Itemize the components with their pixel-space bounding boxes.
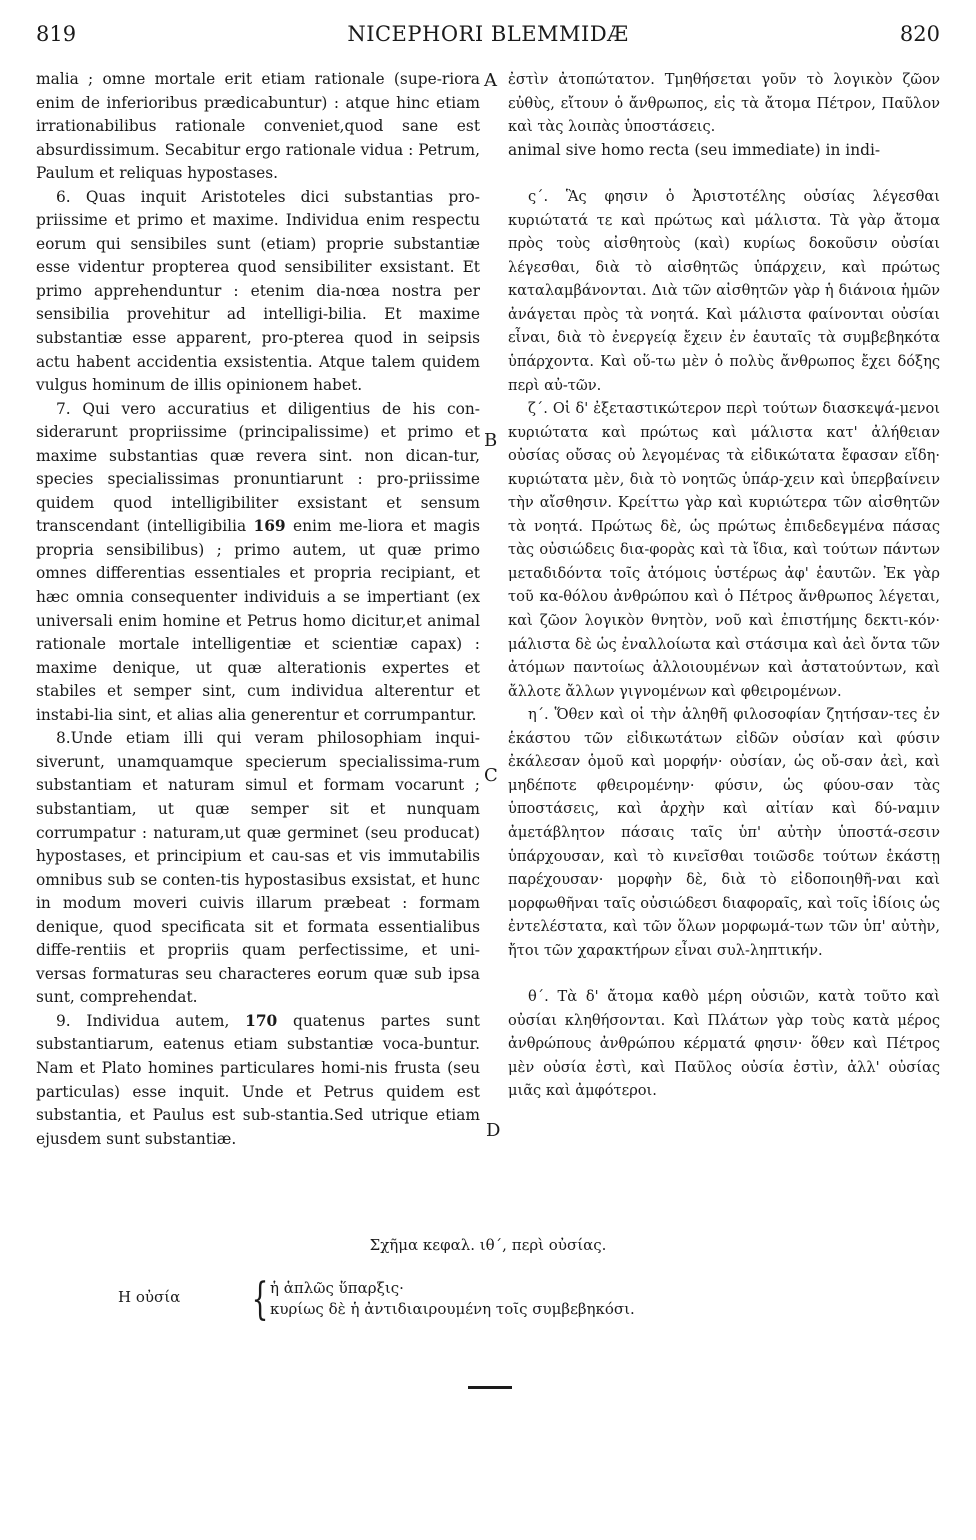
greek-paragraph: η΄. Ὅθεν καὶ οἱ τὴν ἀληθῆ φιλοσοφίαν ζητήσαν-τες ἐν ἑκάστου τῶν εἰδικωτάτων εἰδῶν οὐσίαν καὶ φύσιν ἐκάλεσαν ὁμοῦ καὶ μορφήν· οὐσίαν, ὡς οὔ-σαν ἀεὶ, καὶ μηδέποτε φθειρομένην· φύσιν, ὡς φύου-σαν τὰς ὑποστάσεις, καὶ ἀρχὴν καὶ αἰτίαν καὶ δύ-ναμιν ἀμετάβλητον πάσαις ταῖς ὑπ' αὐτὴν ὑποστά-σεσιν ὑπάρχουσαν, καὶ τὸ κινεῖσθαι τοιῶσδε τούτων ἑκάστῃ παρέχουσαν· μορφὴν δὲ, διὰ τὸ εἰδοποιηθῆ-ναι καὶ μορφωθῆναι ταῖς οὐσιώδεσι διαφοραῖς, καὶ τοῖς ἰδίοις ὡς ἐντελέστατα, καὶ τῶν ὅλων μορφωμά-των τῶν ὑπ' αὐτὴν, ἤτοι τῶν χαρακτήρων εἶναι συλ-ληπτικήν. — [508, 706, 940, 959]
greek-paragraph: θ΄. Τὰ δ' ἄτομα καθὸ μέρη οὐσιῶν, κατὰ τοῦτο καὶ οὐσίαι κληθήσονται. Καὶ Πλάτων γὰρ τοὺς κατὰ μέρος ἀνθρώπους ἀνθρώπου κέρματά φησιν· ὅθεν καὶ Πέτρος μὲν οὐσία ἐστὶ, καὶ Παῦλος οὐσία ἐστὶν, ἀλλ' οὐσίας μιᾶς καὶ ἀμφότεροι. — [508, 988, 940, 1100]
running-title: NICEPHORI BLEMMIDÆ — [347, 22, 629, 46]
page-number-right: 820 — [899, 22, 940, 46]
latin-text: quatenus partes sunt substantiarum, eatenus etiam substantiæ voca-buntur. Nam et Plato homines particulares homi-nis frusta (seu particulas) esse inquit. Unde et Petrus quidem est substantia, et Paulus est sub-stantia.Sed utrique etiam ejusdem sunt substantiæ. — [36, 1011, 480, 1148]
page-header — [36, 22, 940, 52]
brace-glyph: { — [251, 1274, 269, 1325]
schema-title: Σχῆμα κεφαλ. ιθ΄, περὶ οὐσίας. — [369, 1236, 607, 1254]
margin-letter-b: B — [484, 430, 498, 451]
margin-letter-a: A — [484, 70, 497, 91]
latin-text: 7. Qui vero accuratius et diligentius de his con-siderarunt propriissime (principalissime) et primo et maxime substantias quæ revera sint. non dican-tur, species specialissimas pronuntiarunt : pro-priissime quidem quod intelligibiliter exsistant et sensum transcendant (intelligibilia — [36, 399, 480, 536]
greek-paragraph: ς΄. Ἃς φησιν ὁ Ἀριστοτέλης οὐσίας λέγεσθαι κυριώτατά τε καὶ πρώτως καὶ μάλιστα. Τὰ γὰρ ἄτομα πρὸς τοὺς αἰσθητοὺς (καὶ) κυρίως δοκοῦσιν οὐσίαι λέγεσθαι, διὰ τὸ αἰσθητῶς ὑπάρχειν, καὶ πρώτως καταλαμβάνονται. Διὰ τῶν αἰσθητῶν γὰρ ἡ διάνοια ἡμῶν ἀνάγεται πρὸς τὰ νοητά. Καὶ μάλιστα φαίνονται οὐσίαι εἶναι, διὰ τὸ ἐνεργείᾳ ἔχειν ἐν ἑαυταῖς τὰ συμβεβηκότα ὑπάρχοντα. Καὶ οὕ-τω μὲν ὁ πολὺς ἄνθρωπος ἔχει δόξης περὶ αὐ-τῶν. — [508, 188, 940, 394]
latin-paragraph: 8.Unde etiam illi qui veram philosophiam inqui-siverunt, unamquamque specierum specialissima-rum substantiam et naturam simul et formam vocarunt ; substantiam, ut quæ semper sit et nunquam corrumpatur : naturam,ut quæ germinet (seu producat) hypostases, et principium et cau-sas et vis immutabilis omnibus sub se conten-tis hypostasibus exsistat, et hunc in modum moveri cuivis illarum præbeat : formam denique, quod specificata sit et formata essentialibus diffe-rentiis et propriis quam perfectissime, et uni-versas formaturas seu characteres eorum quæ sub ipsa sunt, comprehendat. — [36, 729, 480, 1007]
latin-text: 9. Individua autem, — [56, 1011, 230, 1030]
latin-paragraph: 6. Quas inquit Aristoteles dici substantias pro-priissime et primo et maxime. Individua enim respectu eorum qui sensibiles sunt (etiam) proprie substantiæ esse videntur propterea quod sensibiliter exsistant. Et primo apprehenduntur : etenim dia-nœa nostra per sensibilia provehitur ad intelligi-bilia. Et maxime substantiæ esse apparent, pro-pterea quod in seipsis actu habent accidentia exsistentia. Atque talem quidem vulgus hominum de illis opinionem habet. — [36, 187, 480, 395]
greek-paragraph: ἐστὶν ἀτοπώτατον. Τμηθήσεται γοῦν τὸ λογικὸν ζῶον εὐθὺς, εἴτουν ὁ ἄνθρωπος, εἰς τὰ ἄτομα Πέτρον, Παῦλον καὶ τὰς λοιπὰς ὑποστάσεις. — [508, 71, 940, 136]
latin-continuation: animal sive homo recta (seu immediate) in indi- — [508, 140, 881, 159]
latin-paragraph: malia ; omne mortale erit etiam rationale (supe-riora enim de inferioribus prædicabuntur) : atque hinc etiam irrationabilibus rationale conveniet,quod sane est absurdissimum. Secabitur ergo rationale vidua : Petrum, Paulum et reliquas hypostases. — [36, 70, 480, 183]
column-reference-number: 169 — [253, 517, 286, 536]
latin-paragraph — [36, 398, 480, 728]
spacer — [508, 962, 940, 985]
end-rule — [468, 1386, 512, 1389]
schema-definition: κυρίως δὲ ἡ ἀντιδιαιρουμένη τοῖς συμβεβηκόσι. — [270, 1300, 635, 1318]
latin-text: enim me-liora et magis propria sensibilibus) ; primo autem, ut quæ primo omnes differentias essentiales et propria recipiant, et hæc omnia consequenter individuis a se impertiant (ex universali enim homine et Petrus homo dicitur,et animal rationale mortale intelligentiæ et scientiæ capax) : maxime denique, ut quæ alterationis expertes et stabiles et semper sint, cum individua alterentur et instabi-lia sint, et alias alia generentur et corrumpantur. — [36, 517, 480, 724]
page-number-left: 819 — [36, 22, 77, 46]
margin-letter-c: C — [484, 765, 498, 786]
greek-column — [508, 68, 940, 1103]
schema-definition: ἡ ἁπλῶς ὕπαρξις· — [270, 1279, 404, 1297]
margin-letter-d: D — [486, 1120, 501, 1141]
latin-paragraph — [36, 1010, 480, 1151]
greek-paragraph: ζ΄. Οἱ δ' ἐξεταστικώτερον περὶ τούτων διασκεψά-μενοι κυριώτατα καὶ πρώτως καὶ μάλιστα κατ' ἀλήθειαν οὐσίας οὔσας οὐ λεγομένας τὰ εἰδικώτατα ἔφασαν εἴδη· κυριώτατα μὲν, διὰ τὸ νοητῶς ὑπάρ-χειν καὶ ὑπερβαίνειν τὴν αἴσθησιν. Κρείττω γὰρ καὶ κυριώτερα τῶν αἰσθητῶν τὰ νοητά. Πρώτως δὲ, ὡς πρώτως ἐπιδεδεγμένα πάσας τὰς οὐσιώδεις δια-φορὰς καὶ τὰ ἴδια, καὶ τούτων πάντων μεταδιδόντα τοῖς ἀτόμοις ὑστέρως ἀφ' ἑαυτῶν. Ἐκ γὰρ τοῦ κα-θόλου ἀνθρώπου καὶ ὁ Πέτρος ἄνθρωπος λέγεται, καὶ ζῶον λογικὸν θνητὸν, νοῦ καὶ ἐπιστήμης δεκτι-κόν· μάλιστα δὲ ὡς ἐναλλοίωτα καὶ στάσιμα καὶ ἀεὶ ὄντα τῶν ἀτόμων παντοίως ἀλλοιουμένων καὶ ἀστατούντων, καὶ ἄλλοτε ἄλλων γιγνομένων καὶ φθειρομένων. — [508, 400, 940, 700]
latin-column — [36, 68, 480, 1151]
column-reference-number: 170 — [245, 1011, 278, 1030]
schema-term: Η οὐσία — [118, 1288, 181, 1306]
schema-definitions — [270, 1278, 635, 1320]
spacer — [508, 162, 940, 185]
